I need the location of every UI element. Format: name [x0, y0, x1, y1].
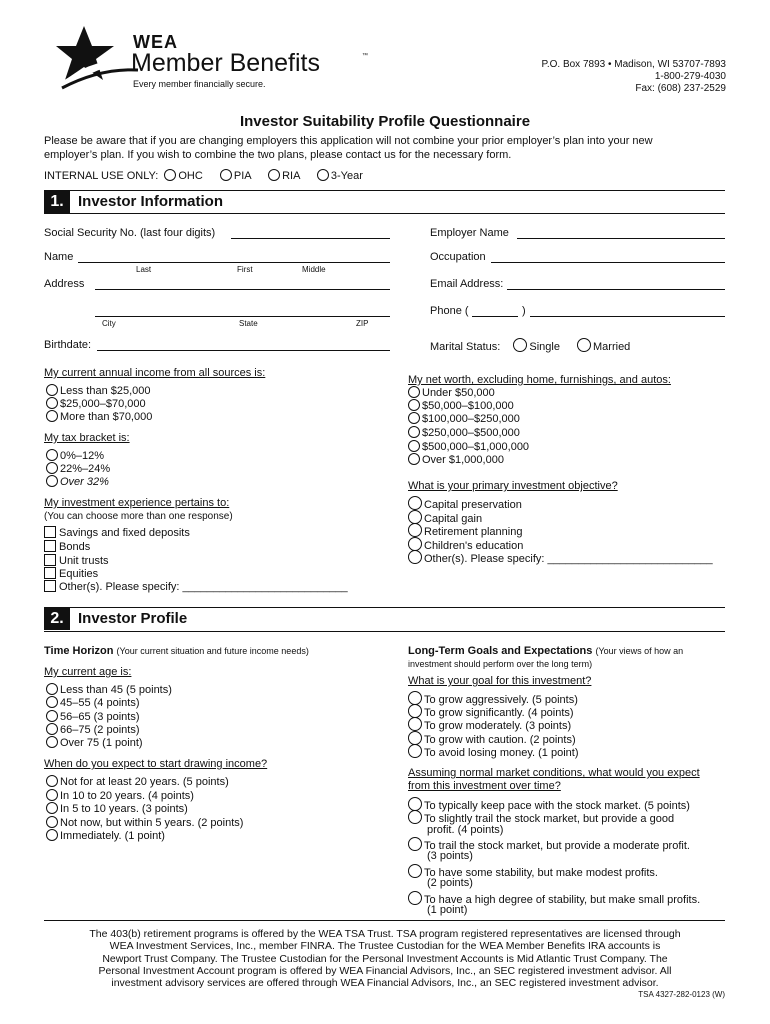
radio-market-1[interactable] — [408, 797, 422, 811]
radio-income-1[interactable] — [46, 384, 58, 396]
goals-bold: Long-Term Goals and Expectations — [408, 645, 593, 657]
internal-option-pia: PIA — [233, 170, 252, 182]
radio-goal-3[interactable] — [408, 717, 422, 731]
logo-trademark: ™ — [362, 53, 368, 59]
experience-option-label: Other(s). Please specify: ___________________________ — [59, 581, 348, 593]
section1-rule — [44, 190, 725, 191]
goals-heading — [408, 645, 683, 658]
footer-line: Personal Investment Account program is offered by WEA Financial Advisors, Inc., an SEC registered investment advisor. All — [98, 964, 672, 977]
radio-market-3[interactable] — [408, 837, 422, 851]
market-option-label: To have a high degree of stability, but make small profits. — [424, 894, 701, 906]
income-option-label: More than $70,000 — [60, 411, 153, 423]
section2-number: 2. — [44, 608, 70, 630]
networth-option-label: $50,000–$100,000 — [422, 400, 514, 412]
market-option-label: To typically keep pace with the stock market. (5 points) — [424, 800, 690, 812]
age-option-label: 56–65 (3 points) — [60, 711, 140, 723]
checkbox-experience-4[interactable] — [44, 567, 56, 579]
networth-option-label: $100,000–$250,000 — [422, 413, 520, 425]
radio-tax-1[interactable] — [46, 449, 58, 461]
income-option-label: $25,000–$70,000 — [60, 398, 146, 410]
draw-option-label: In 10 to 20 years. (4 points) — [60, 790, 194, 802]
address-field-line2[interactable] — [95, 316, 390, 317]
address-sub-zip: ZIP — [356, 319, 369, 328]
age-option — [46, 710, 140, 724]
age-option-label: Less than 45 (5 points) — [60, 684, 172, 696]
goal-question: What is your goal for this investment? — [408, 675, 592, 687]
goal-option — [408, 744, 579, 760]
phone-area-field[interactable] — [472, 316, 518, 317]
draw-option-label: In 5 to 10 years. (3 points) — [60, 803, 188, 815]
radio-single[interactable] — [513, 338, 527, 352]
radio-tax-2[interactable] — [46, 462, 58, 474]
internal-option-ohc: OHC — [178, 170, 203, 182]
experience-option-label: Savings and fixed deposits — [59, 527, 190, 539]
radio-age-2[interactable] — [46, 696, 58, 708]
radio-income-3[interactable] — [46, 410, 58, 422]
draw-question: When do you expect to start drawing income? — [44, 758, 268, 770]
employer-label: Employer Name — [430, 227, 509, 239]
goal-option-label: To avoid losing money. (1 point) — [424, 747, 579, 759]
footer-text — [30, 928, 740, 989]
radio-objective-5[interactable] — [408, 550, 422, 564]
intro-line-2: employer’s plan. If you wish to combine the two plans, please contact us for the necessary form. — [44, 149, 512, 161]
experience-note: (You can choose more than one response) — [44, 511, 233, 522]
networth-option-label: $250,000–$500,000 — [422, 427, 520, 439]
objective-option-label: Capital gain — [424, 513, 483, 525]
market-option-cont: profit. (4 points) — [427, 824, 504, 836]
intro-line-1: Please be aware that if you are changing employers this application will not combine your prior employer’s plan into your new — [44, 135, 653, 147]
experience-option — [44, 554, 109, 568]
marital-label: Marital Status: — [430, 341, 501, 353]
radio-draw-3[interactable] — [46, 802, 58, 814]
experience-option — [44, 567, 98, 581]
experience-option — [44, 580, 348, 594]
radio-goal-5[interactable] — [408, 744, 422, 758]
age-option-label: Over 75 (1 point) — [60, 737, 143, 749]
radio-pia[interactable] — [220, 169, 232, 181]
internal-use-label: INTERNAL USE ONLY: — [44, 170, 159, 182]
draw-option-label: Immediately. (1 point) — [60, 830, 165, 842]
market-option-label: To have some stability, but make modest profits. — [424, 867, 658, 879]
checkbox-experience-3[interactable] — [44, 554, 56, 566]
section1-rule-bottom — [44, 213, 725, 214]
section1-number: 1. — [44, 191, 70, 213]
radio-networth-3[interactable] — [408, 412, 420, 424]
email-field[interactable] — [507, 289, 725, 290]
goals-note: (Your views of how an — [595, 646, 684, 656]
radio-married[interactable] — [577, 338, 591, 352]
time-horizon-bold: Time Horizon — [44, 645, 114, 657]
income-option — [46, 384, 151, 398]
radio-market-2[interactable] — [408, 810, 422, 824]
radio-objective-4[interactable] — [408, 537, 422, 551]
income-option — [46, 410, 152, 424]
experience-option-label: Unit trusts — [59, 555, 109, 567]
age-option — [46, 736, 143, 750]
radio-goal-1[interactable] — [408, 691, 422, 705]
objective-option — [408, 550, 713, 566]
tax-option-label: Over 32% — [60, 476, 109, 488]
section1-title: Investor Information — [78, 193, 224, 210]
objective-option-label: Children's education — [424, 540, 524, 552]
tax-option — [46, 475, 109, 489]
checkbox-experience-2[interactable] — [44, 540, 56, 552]
birthdate-field[interactable] — [97, 350, 390, 351]
market-option-cont: (3 points) — [427, 850, 473, 862]
tax-option — [46, 462, 110, 476]
ssn-label: Social Security No. (last four digits) — [44, 227, 216, 239]
footer-line: WEA Investment Services, Inc., member FINRA. The Trustee Custodian for the WEA Member Benefits IRA accounts is — [109, 940, 661, 953]
address-field[interactable] — [95, 289, 390, 290]
objective-option-label: Other(s). Please specify: ___________________________ — [424, 553, 713, 565]
ssn-field[interactable] — [231, 238, 390, 239]
logo-wea: WEA — [133, 32, 178, 52]
tax-question: My tax bracket is: — [44, 432, 130, 444]
market-option-label: To slightly trail the stock market, but provide a good — [424, 813, 675, 825]
networth-option — [408, 426, 520, 440]
email-label: Email Address: — [430, 278, 504, 290]
wea-star-logo-icon — [56, 24, 138, 90]
market-option-label: To trail the stock market, but provide a moderate profit. — [424, 840, 690, 852]
networth-option — [408, 399, 514, 413]
networth-option — [408, 386, 495, 400]
networth-option — [408, 453, 504, 467]
tax-option-label: 22%–24% — [60, 463, 111, 475]
radio-draw-1[interactable] — [46, 775, 58, 787]
logo-tagline: Every member financially secure. — [133, 79, 266, 89]
radio-age-4[interactable] — [46, 723, 58, 735]
address-sub-state: State — [239, 319, 258, 328]
time-horizon-heading — [44, 645, 309, 658]
phone-number: 1-800-279-4030 — [654, 71, 726, 82]
networth-option — [408, 412, 520, 426]
experience-option-label: Bonds — [59, 541, 91, 553]
marital-status-row — [430, 338, 630, 354]
marital-option-single: Single — [529, 341, 560, 353]
networth-option-label: Over $1,000,000 — [422, 454, 504, 466]
experience-option — [44, 540, 90, 554]
section2-rule — [44, 607, 725, 608]
name-sub-middle: Middle — [302, 265, 326, 274]
radio-tax-3[interactable] — [46, 475, 58, 487]
internal-option-ria: RIA — [282, 170, 300, 182]
section2-rule-bottom — [44, 631, 725, 632]
income-option — [46, 397, 146, 411]
draw-option — [46, 829, 165, 843]
networth-question: My net worth, excluding home, furnishings, and autos: — [408, 374, 671, 386]
radio-goal-4[interactable] — [408, 731, 422, 745]
radio-objective-3[interactable] — [408, 523, 422, 537]
radio-draw-4[interactable] — [46, 816, 58, 828]
checkbox-experience-5[interactable] — [44, 580, 56, 592]
time-horizon-note: (Your current situation and future income needs) — [116, 646, 309, 656]
address-sub-city: City — [102, 319, 116, 328]
name-field[interactable] — [78, 262, 390, 263]
radio-age-5[interactable] — [46, 736, 58, 748]
networth-option-label: Under $50,000 — [422, 387, 495, 399]
form-code: TSA 4327-282-0123 (W) — [638, 990, 725, 999]
income-option-label: Less than $25,000 — [60, 385, 151, 397]
age-option-label: 66–75 (2 points) — [60, 724, 140, 736]
draw-option — [46, 775, 229, 789]
networth-option — [408, 440, 529, 454]
page-title: Investor Suitability Profile Questionnaire — [239, 113, 531, 130]
radio-networth-4[interactable] — [408, 426, 420, 438]
name-sub-last: Last — [136, 265, 152, 274]
goal-option-label: To grow with caution. (2 points) — [424, 734, 576, 746]
address-label: Address — [44, 278, 85, 290]
age-option — [46, 696, 140, 710]
logo-member-benefits: Member Benefits — [131, 49, 320, 77]
radio-objective-2[interactable] — [408, 510, 422, 524]
market-option-cont: (1 point) — [427, 904, 468, 916]
fax-number: Fax: (608) 237-2529 — [635, 83, 726, 94]
radio-goal-2[interactable] — [408, 704, 422, 718]
phone-label: Phone ( — [430, 305, 469, 317]
birthdate-label: Birthdate: — [44, 339, 92, 351]
objective-option-label: Retirement planning — [424, 526, 523, 538]
objective-option-label: Capital preservation — [424, 499, 522, 511]
radio-networth-5[interactable] — [408, 440, 420, 452]
radio-networth-1[interactable] — [408, 386, 420, 398]
footer-rule — [44, 920, 725, 921]
radio-age-1[interactable] — [46, 683, 58, 695]
age-option-label: 45–55 (4 points) — [60, 697, 140, 709]
radio-networth-2[interactable] — [408, 399, 420, 411]
internal-option-3-year: 3-Year — [330, 170, 363, 182]
draw-option — [46, 789, 194, 803]
checkbox-experience-1[interactable] — [44, 526, 56, 538]
market-question-line1: Assuming normal market conditions, what would you expect — [408, 767, 700, 779]
market-option-cont: (2 points) — [427, 877, 473, 889]
footer-line: Newport Trust Company. The Trustee Custodian for the Personal Investment Accounts is Mid Atlantic Trust Company. The — [102, 952, 668, 965]
radio-market-5[interactable] — [408, 891, 422, 905]
tax-option — [46, 449, 104, 463]
experience-question: My investment experience pertains to: — [44, 497, 230, 509]
radio-networth-6[interactable] — [408, 453, 420, 465]
radio-market-4[interactable] — [408, 864, 422, 878]
name-label: Name — [44, 251, 74, 263]
radio-income-2[interactable] — [46, 397, 58, 409]
employer-field[interactable] — [517, 238, 725, 239]
internal-use-row — [44, 169, 363, 183]
marital-option-married: Married — [593, 341, 631, 353]
goal-option-label: To grow significantly. (4 points) — [424, 707, 574, 719]
occupation-label: Occupation — [430, 251, 486, 263]
experience-option-label: Equities — [59, 568, 99, 580]
radio-draw-2[interactable] — [46, 789, 58, 801]
age-option — [46, 683, 172, 697]
radio-ohc[interactable] — [164, 169, 176, 181]
goal-option-label: To grow moderately. (3 points) — [424, 720, 572, 732]
occupation-field[interactable] — [491, 262, 725, 263]
address-line: P.O. Box 7893 • Madison, WI 53707-7893 — [541, 59, 726, 70]
footer-line: investment advisory services are offered through WEA Financial Advisors, Inc., an SEC registered investment advisor. — [111, 977, 659, 990]
radio-objective-1[interactable] — [408, 496, 422, 510]
radio-3-year[interactable] — [317, 169, 329, 181]
income-question: My current annual income from all sources is: — [44, 367, 266, 379]
age-question: My current age is: — [44, 666, 132, 678]
draw-option-label: Not now, but within 5 years. (2 points) — [60, 817, 244, 829]
footer-line: The 403(b) retirement programs is offered by the WEA TSA Trust. TSA program registered representatives are licensed through — [89, 928, 681, 940]
tax-option-label: 0%–12% — [60, 450, 105, 462]
goals-note-line2: investment should perform over the long term) — [408, 659, 593, 669]
draw-option — [46, 816, 243, 830]
goal-option-label: To grow aggressively. (5 points) — [424, 694, 578, 706]
radio-draw-5[interactable] — [46, 829, 58, 841]
draw-option-label: Not for at least 20 years. (5 points) — [60, 776, 229, 788]
phone-close-paren: ) — [522, 305, 526, 317]
section2-title: Investor Profile — [78, 610, 188, 627]
networth-option-label: $500,000–$1,000,000 — [422, 441, 530, 453]
draw-option — [46, 802, 188, 816]
name-sub-first: First — [237, 265, 253, 274]
age-option — [46, 723, 140, 737]
objective-question: What is your primary investment objective? — [408, 480, 618, 492]
phone-field[interactable] — [530, 316, 725, 317]
radio-age-3[interactable] — [46, 710, 58, 722]
market-question-line2: from this investment over time? — [408, 780, 561, 792]
experience-option — [44, 526, 190, 540]
radio-ria[interactable] — [268, 169, 280, 181]
